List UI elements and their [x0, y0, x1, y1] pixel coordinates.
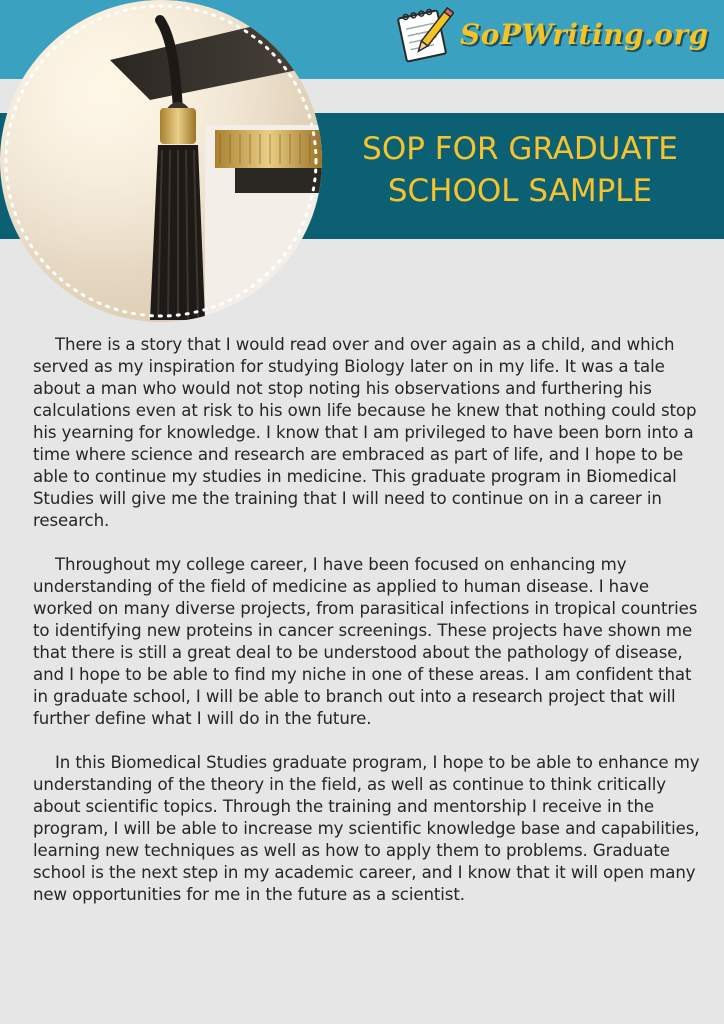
notepad-pencil-icon	[392, 4, 454, 64]
paragraph-3: In this Biomedical Studies graduate program, I hope to be able to enhance my understanding of the theory in the field, as well as continue to think critically about scientific topics. Through the training and mentorship I receive in the program, I will be able to increase my scientific knowledge base and capabilities, learning new techniques as well as how to apply them to problems. Graduate school is the next step in my academic career, and I know that it will open many new opportunities for me in the future as a scientist.	[33, 753, 700, 904]
site-logo[interactable]	[392, 4, 709, 64]
paragraph-1: There is a story that I would read over and over again as a child, and which served as my inspiration for studying Biology later on in my life. It was a tale about a man who would not stop noting his observations and furthering his calculations even at risk to his own life because he knew that nothing could stop his yearning for knowledge. I know that I am privileged to have been born into a time where science and research are embraced as part of life, and I hope to be able to continue my studies in medicine. This graduate program in Biomedical Studies will give me the training that I will need to continue on in a career in research.	[33, 335, 697, 530]
paragraph-2: Throughout my college career, I have been focused on enhancing my understanding of the field of medicine as applied to human disease. I have worked on many diverse projects, from parasitical infections in tropical countries to identifying new proteins in cancer screenings. These projects have shown me that there is still a great deal to be understood about the pathology of disease, and I hope to be able to find my niche in one of these areas. I am confident that in graduate school, I will be able to branch out into a research project that will further define what I will do in the future.	[33, 555, 698, 728]
page-title	[318, 128, 722, 212]
brand-name: SoPWriting.org	[460, 17, 709, 51]
essay-body	[33, 334, 701, 928]
title-line-2: SCHOOL SAMPLE	[387, 173, 653, 209]
tassel-illustration	[0, 0, 322, 322]
graduation-cap-tassel-photo	[0, 0, 322, 322]
title-line-1: SOP FOR GRADUATE	[362, 131, 678, 167]
